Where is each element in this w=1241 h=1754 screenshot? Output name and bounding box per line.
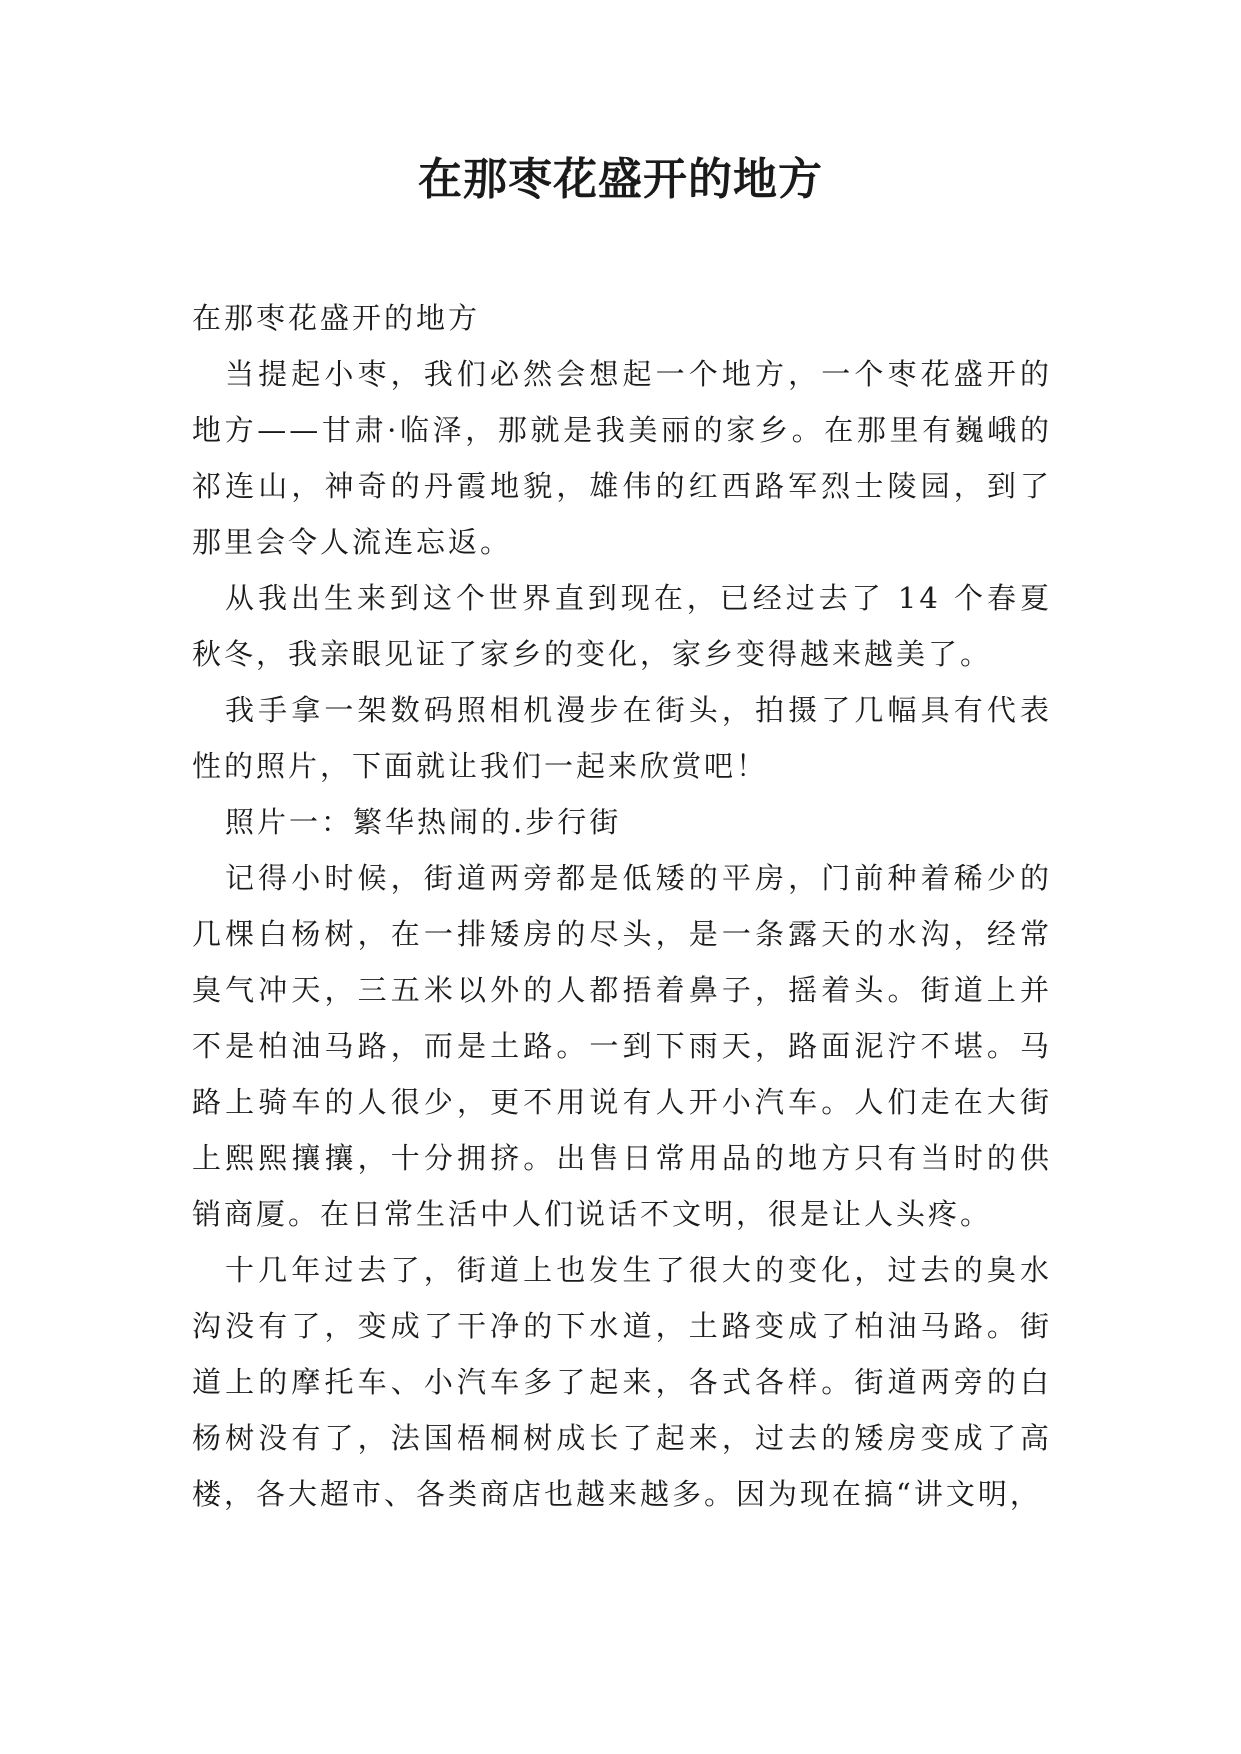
paragraph-intro: 当提起小枣，我们必然会想起一个地方，一个枣花盛开的地方——甘肃·临泽，那就是我美丽的家乡。在那里有巍峨的祁连山，神奇的丹霞地貌，雄伟的红西路军烈士陵园，到了那里会令人流连忘返。	[192, 357, 1052, 559]
photo-caption: 照片一：繁华热闹的.步行街	[225, 805, 622, 839]
article-heading: 在那枣花盛开的地方	[192, 301, 481, 335]
paragraph-birth: 从我出生来到这个世界直到现在，已经过去了 14 个春夏秋冬，我亲眼见证了家乡的变化，家乡变得越来越美了。	[192, 581, 1052, 671]
paragraph-camera: 我手拿一架数码照相机漫步在街头，拍摄了几幅具有代表性的照片，下面就让我们一起来欣赏吧！	[192, 693, 1052, 783]
paragraph-childhood: 记得小时候，街道两旁都是低矮的平房，门前种着稀少的几棵白杨树，在一排矮房的尽头，是一条露天的水沟，经常臭气冲天，三五米以外的人都捂着鼻子，摇着头。街道上并不是柏油马路，而是土路。一到下雨天，路面泥泞不堪。马路上骑车的人很少，更不用说有人开小汽车。人们走在大街上熙熙攘攘，十分拥挤。出售日常用品的地方只有当时的供销商厦。在日常生活中人们说话不文明，很是让人头疼。	[192, 861, 1052, 1231]
document-title: 在那枣花盛开的地方	[418, 154, 823, 205]
document-body	[192, 290, 1052, 1522]
paragraph-changes: 十几年过去了，街道上也发生了很大的变化，过去的臭水沟没有了，变成了干净的下水道，土路变成了柏油马路。街道上的摩托车、小汽车多了起来，各式各样。街道两旁的白杨树没有了，法国梧桐树成长了起来，过去的矮房变成了高楼，各大超市、各类商店也越来越多。因为现在搞“讲文明，	[192, 1253, 1052, 1511]
